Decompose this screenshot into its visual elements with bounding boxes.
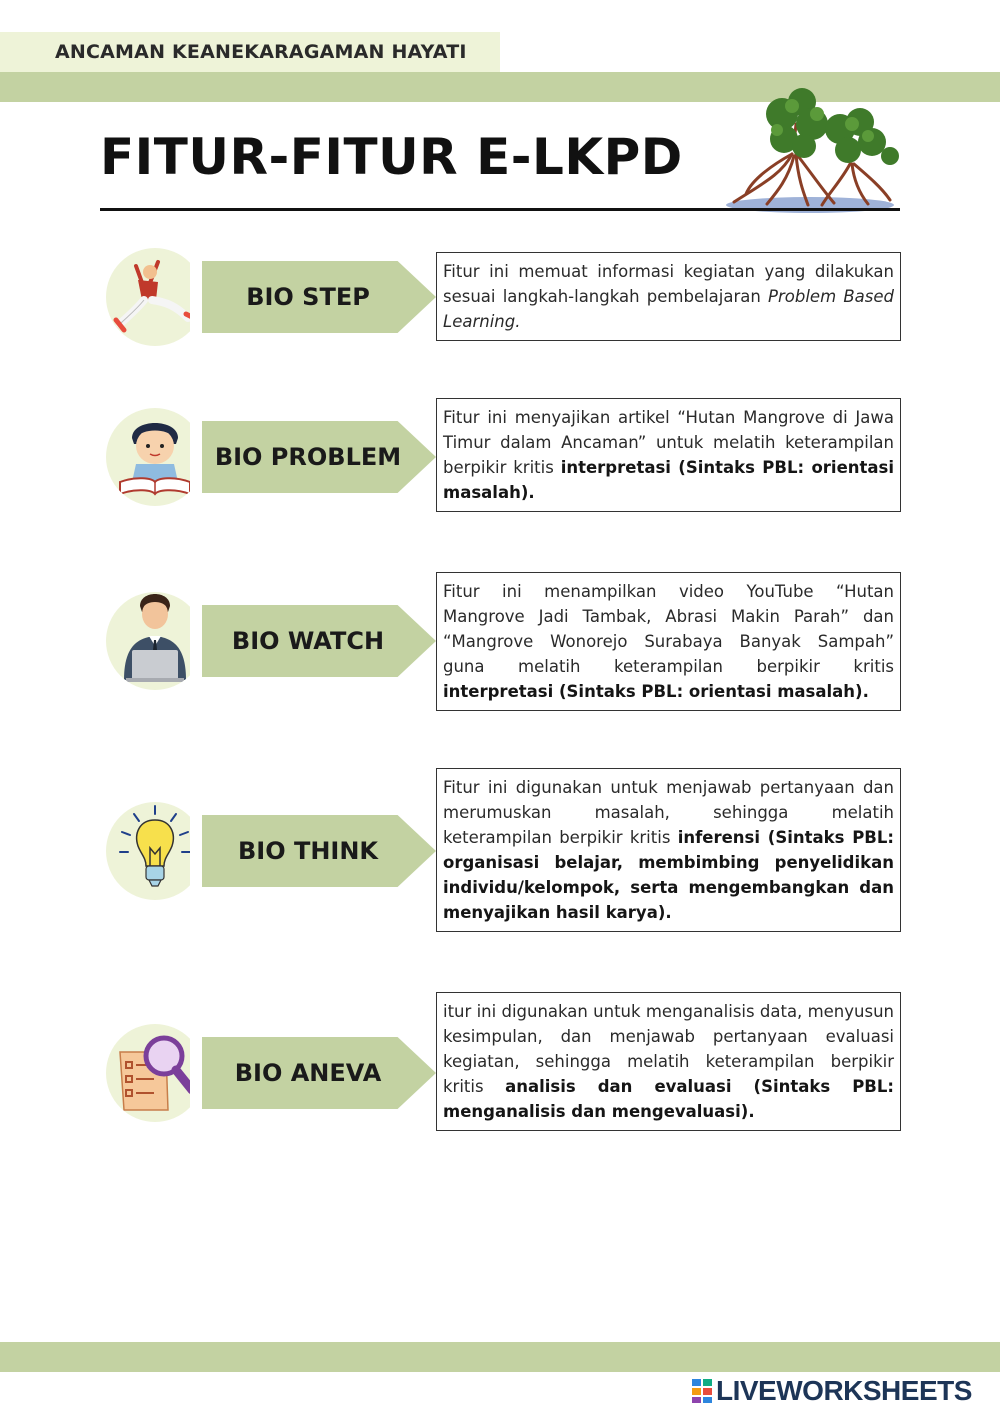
liveworksheets-logo-icon — [692, 1379, 712, 1403]
description-text: Fitur ini memuat informasi kegiatan yang dilakukan sesuai langkah-langkah pembelajaran — [443, 262, 894, 306]
description-bold: interpretasi (Sintaks PBL: orientasi masalah). — [443, 458, 895, 502]
feature-label: BIO THINK — [237, 837, 379, 865]
description-text: Fitur ini menyajikan artikel “Hutan Mangrove di Jawa Timur dalam Ancaman” untuk melatih keterampilan berpikir kritis — [443, 408, 894, 477]
header-tab — [0, 32, 500, 72]
mangrove-tree-icon — [722, 84, 902, 214]
feature-description — [436, 252, 901, 341]
description-text: Fitur ini digunakan untuk menjawab pertanyaan dan merumuskan masalah, sehingga melatih keterampilan berpikir kritis — [443, 778, 894, 847]
feature-label: BIO WATCH — [231, 627, 385, 655]
feature-label: BIO PROBLEM — [214, 443, 402, 471]
header-tab-label: ANCAMAN KEANEKARAGAMAN HAYATI — [55, 41, 467, 63]
description-bold: inferensi (Sintaks PBL: organisasi belajar, membimbing penyelidikan individu/kelompok, serta mengembangkan dan menyajikan hasil karya). — [443, 828, 894, 922]
description-text: Fitur ini menampilkan video YouTube “Hutan Mangrove Jadi Tambak, Abrasi Makin Parah” dan “Mangrove Wonorejo Surabaya Banyak Sampah” guna melatih keterampilan berpikir kritis — [443, 582, 894, 676]
brand-name: LIVEWORKSHEETS — [716, 1375, 972, 1406]
description-bold: analisis dan evaluasi (Sintaks PBL: menganalisis dan mengevaluasi). — [443, 1077, 894, 1121]
feature-description — [436, 768, 901, 932]
description-bold: interpretasi (Sintaks PBL: orientasi masalah). — [443, 682, 869, 701]
title-divider — [100, 208, 900, 211]
description-text: itur ini digunakan untuk menganalisis data, menyusun kesimpulan, dan menjawab pertanyaan evaluasi kegiatan, sehingga melatih keterampilan berpikir kritis — [443, 1002, 894, 1096]
page-title: FITUR-FITUR E-LKPD — [100, 128, 683, 186]
footer-bar — [0, 1342, 1000, 1372]
description-italic: Problem Based Learning. — [443, 287, 894, 331]
feature-description — [436, 572, 901, 711]
feature-label: BIO STEP — [246, 283, 370, 311]
feature-description — [436, 992, 901, 1131]
feature-description — [436, 398, 901, 512]
feature-label: BIO ANEVA — [234, 1059, 382, 1087]
liveworksheets-logo[interactable] — [692, 1374, 972, 1408]
